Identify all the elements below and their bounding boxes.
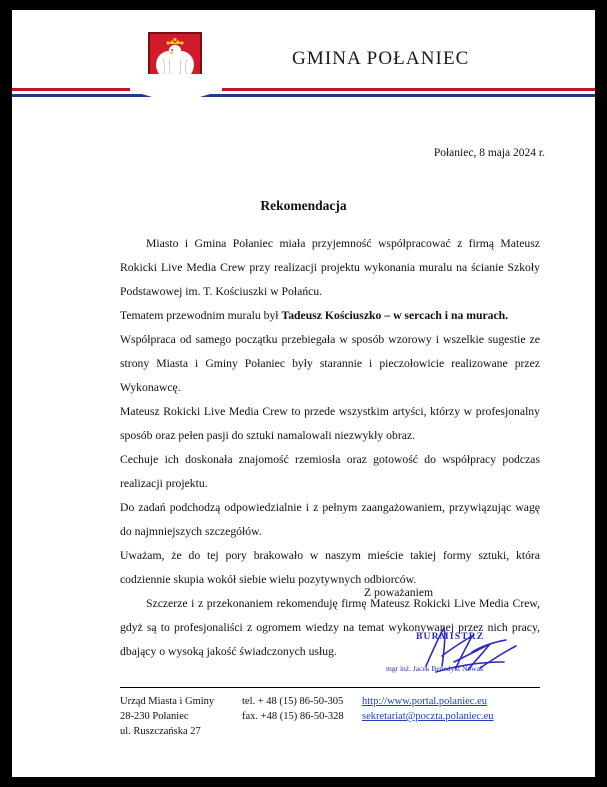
letterhead-rules [12,88,595,100]
signature-block [380,622,560,684]
footer-phone [242,694,362,739]
blue-rule [12,94,595,97]
mural-theme-emphasis: Tadeusz Kościuszko – w sercach i na murach. [281,309,509,322]
date-line: Połaniec, 8 maja 2024 r. [433,147,545,159]
paragraph-4: Mateusz Rokicki Live Media Crew to przede wszystkim artyści, którzy w profesjonalny sposób oraz pełen pasji do sztuki namalowali niezwykły obraz. [120,405,540,442]
address-line-3: ul. Ruszczańska 27 [120,726,201,737]
paragraph-5: Cechuje ich doskonała znajomość rzemiosła oraz gotowość do współpracy podczas realizacji projektu. [120,453,540,490]
paragraph-8: Szczerze i z przekonaniem rekomenduję firmę Mateusz Rokicki Live Media Crew, gdyż są to profesjonaliści z ogromem wiedzy na temat wykonywanej przez nich pracy, dbający o wysoką jakość świadczonych usług. [120,597,540,658]
rule-notch [130,74,222,104]
document-body [120,232,540,664]
paragraph-3: Współpraca od samego początku przebiegała w sposób wzorowy i wszelkie sugestie ze strony Miasta i Gminy Połaniec były starannie i pieczołowicie realizowane przez Wykonawcę. [120,333,540,394]
paragraph-7: Uważam, że do tej pory brakowało w naszym mieście takiej formy sztuki, która codziennie skupia wokół siebie wielu pozytywnych odbiorców. [120,549,540,586]
paragraph-2-lead: Tematem przewodnim muralu był [120,309,282,322]
website-link[interactable]: http://www.portal.polaniec.eu [362,696,487,707]
page-title: Rekomendacja [260,198,347,213]
signature-role: BURMISTRZ [416,632,485,642]
footer-contact-links [362,694,494,739]
paragraph-6: Do zadań podchodzą odpowiedzialnie i z pełnym zaangażowaniem, przywiązując wagę do najmniejszych szczegółów. [120,501,540,538]
telephone-number: tel. + 48 (15) 86-50-305 [242,696,344,707]
address-line-1: Urząd Miasta i Gminy [120,696,215,707]
fax-number: fax. +48 (15) 86-50-328 [242,711,344,722]
footer [120,694,550,739]
organization-title: GMINA POŁANIEC [292,48,470,69]
footer-divider [120,687,540,688]
address-line-2: 28-230 Połaniec [120,711,189,722]
email-link[interactable]: sekretariat@poczta.polaniec.eu [362,711,494,722]
letterhead [12,10,595,128]
paragraph-2 [120,304,540,328]
paragraph-1: Miasto i Gmina Połaniec miała przyjemność współpracować z firmą Mateusz Rokicki Live Media Crew przy realizacji projektu wykonania muralu na ścianie Szkoły Podstawowej im. T. Kościuszki w Połańcu. [120,237,540,298]
signoff-text: Z poważaniem [364,586,434,599]
document-page [12,10,595,777]
red-rule [12,88,595,91]
signature-name: mgr inż. Jacek Benedykt Nowak [386,664,484,673]
footer-address [120,694,242,739]
